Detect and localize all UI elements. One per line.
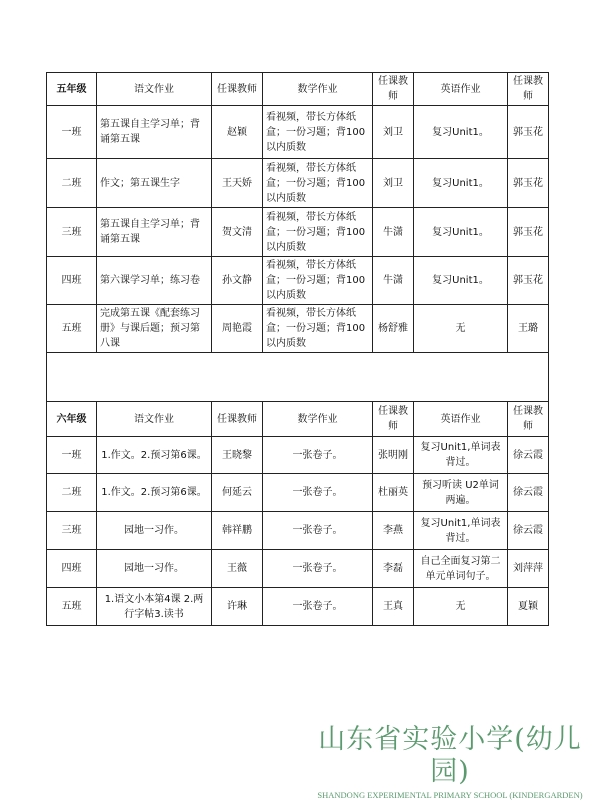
header-chinese: 语文作业 — [97, 73, 212, 106]
english-homework: 复习Unit1,单词表背过。 — [414, 437, 508, 474]
english-homework: 复习Unit1。 — [414, 159, 508, 208]
english-teacher: 夏颖 — [508, 588, 549, 626]
math-teacher: 李燕 — [373, 512, 414, 550]
chinese-teacher: 韩祥鹏 — [212, 512, 263, 550]
english-teacher: 刘萍萍 — [508, 550, 549, 588]
school-logo-en: SHANDONG EXPERIMENTAL PRIMARY SCHOOL (KINDERGARDEN) — [317, 790, 583, 800]
class-label: 四班 — [47, 257, 97, 305]
table-row — [47, 208, 549, 257]
table-row — [47, 159, 549, 208]
english-homework: 复习Unit1。 — [414, 106, 508, 159]
english-teacher: 郭玉花 — [508, 257, 549, 305]
chinese-teacher: 赵颖 — [212, 106, 263, 159]
class-label: 五班 — [47, 588, 97, 626]
math-teacher: 牛潇 — [373, 208, 414, 257]
chinese-homework: 园地一习作。 — [97, 512, 212, 550]
chinese-homework: 作文；第五课生字 — [97, 159, 212, 208]
class-label: 一班 — [47, 106, 97, 159]
english-teacher: 郭玉花 — [508, 159, 549, 208]
class-label: 五班 — [47, 305, 97, 353]
math-teacher: 刘卫 — [373, 106, 414, 159]
homework-table — [46, 72, 549, 626]
english-homework: 复习Unit1。 — [414, 257, 508, 305]
header-english: 英语作业 — [414, 73, 508, 106]
math-homework: 看视频，带长方体纸盒；一份习题；背100以内质数 — [263, 305, 373, 353]
header-teacher: 任课教师 — [212, 73, 263, 106]
chinese-homework: 第五课自主学习单；背诵第五课 — [97, 208, 212, 257]
header-math: 数学作业 — [263, 73, 373, 106]
english-teacher: 徐云霞 — [508, 437, 549, 474]
math-teacher: 杨舒雅 — [373, 305, 414, 353]
chinese-teacher: 王晓黎 — [212, 437, 263, 474]
english-homework: 无 — [414, 588, 508, 626]
header-teacher: 任课教师 — [212, 402, 263, 437]
math-teacher: 张明刚 — [373, 437, 414, 474]
math-teacher: 刘卫 — [373, 159, 414, 208]
english-teacher: 王璐 — [508, 305, 549, 353]
table-row — [47, 305, 549, 353]
class-label: 一班 — [47, 437, 97, 474]
math-teacher: 杜丽英 — [373, 474, 414, 512]
chinese-homework: 1.语文小本第4课 2.两行字帖3.读书 — [97, 588, 212, 626]
chinese-homework: 完成第五课《配套练习册》与课后题；预习第八课 — [97, 305, 212, 353]
english-homework: 预习听读 U2单词 两遍。 — [414, 474, 508, 512]
math-homework: 看视频，带长方体纸盒；一份习题；背100以内质数 — [263, 159, 373, 208]
chinese-homework: 园地一习作。 — [97, 550, 212, 588]
header-teacher: 任课教师 — [373, 402, 414, 437]
math-homework: 看视频，带长方体纸盒；一份习题；背100以内质数 — [263, 208, 373, 257]
chinese-homework: 1.作文。2.预习第6课。 — [97, 474, 212, 512]
chinese-teacher: 王天娇 — [212, 159, 263, 208]
table-row — [47, 437, 549, 474]
chinese-homework: 1.作文。2.预习第6课。 — [97, 437, 212, 474]
math-homework: 一张卷子。 — [263, 474, 373, 512]
table-row — [47, 257, 549, 305]
math-homework: 一张卷子。 — [263, 588, 373, 626]
math-teacher: 李磊 — [373, 550, 414, 588]
header-teacher: 任课教师 — [508, 73, 549, 106]
chinese-teacher: 孙文静 — [212, 257, 263, 305]
grade5-label: 五年级 — [47, 73, 97, 106]
english-teacher: 徐云霞 — [508, 512, 549, 550]
table-row — [47, 106, 549, 159]
class-label: 二班 — [47, 159, 97, 208]
chinese-teacher: 贺文清 — [212, 208, 263, 257]
english-homework: 无 — [414, 305, 508, 353]
chinese-teacher: 许琳 — [212, 588, 263, 626]
math-teacher: 牛潇 — [373, 257, 414, 305]
table-row — [47, 550, 549, 588]
class-label: 二班 — [47, 474, 97, 512]
english-homework: 复习Unit1。 — [414, 208, 508, 257]
header-math: 数学作业 — [263, 402, 373, 437]
table-row — [47, 512, 549, 550]
chinese-teacher: 周艳霞 — [212, 305, 263, 353]
grade6-label: 六年级 — [47, 402, 97, 437]
chinese-teacher: 王薇 — [212, 550, 263, 588]
spacer-row — [47, 353, 549, 402]
table-row — [47, 474, 549, 512]
english-teacher: 郭玉花 — [508, 106, 549, 159]
header-english: 英语作业 — [414, 402, 508, 437]
math-homework: 一张卷子。 — [263, 437, 373, 474]
english-teacher: 郭玉花 — [508, 208, 549, 257]
school-logo — [300, 724, 600, 800]
spacer-cell — [47, 353, 549, 402]
chinese-homework: 第六课学习单；练习卷 — [97, 257, 212, 305]
english-teacher: 徐云霞 — [508, 474, 549, 512]
header-teacher: 任课教师 — [373, 73, 414, 106]
english-homework: 自己全面复习第二单元单词句子。 — [414, 550, 508, 588]
chinese-homework: 第五课自主学习单；背诵第五课 — [97, 106, 212, 159]
math-teacher: 王真 — [373, 588, 414, 626]
class-label: 三班 — [47, 512, 97, 550]
math-homework: 一张卷子。 — [263, 512, 373, 550]
school-logo-cn: 山东省实验小学(幼儿园) — [318, 724, 582, 787]
table-row — [47, 588, 549, 626]
english-homework: 复习Unit1,单词表背过。 — [414, 512, 508, 550]
math-homework: 看视频，带长方体纸盒；一份习题；背100以内质数 — [263, 106, 373, 159]
chinese-teacher: 何延云 — [212, 474, 263, 512]
grade6-header-row — [47, 402, 549, 437]
class-label: 四班 — [47, 550, 97, 588]
class-label: 三班 — [47, 208, 97, 257]
grade5-header-row — [47, 73, 549, 106]
math-homework: 看视频，带长方体纸盒；一份习题；背100以内质数 — [263, 257, 373, 305]
header-chinese: 语文作业 — [97, 402, 212, 437]
header-teacher: 任课教师 — [508, 402, 549, 437]
math-homework: 一张卷子。 — [263, 550, 373, 588]
